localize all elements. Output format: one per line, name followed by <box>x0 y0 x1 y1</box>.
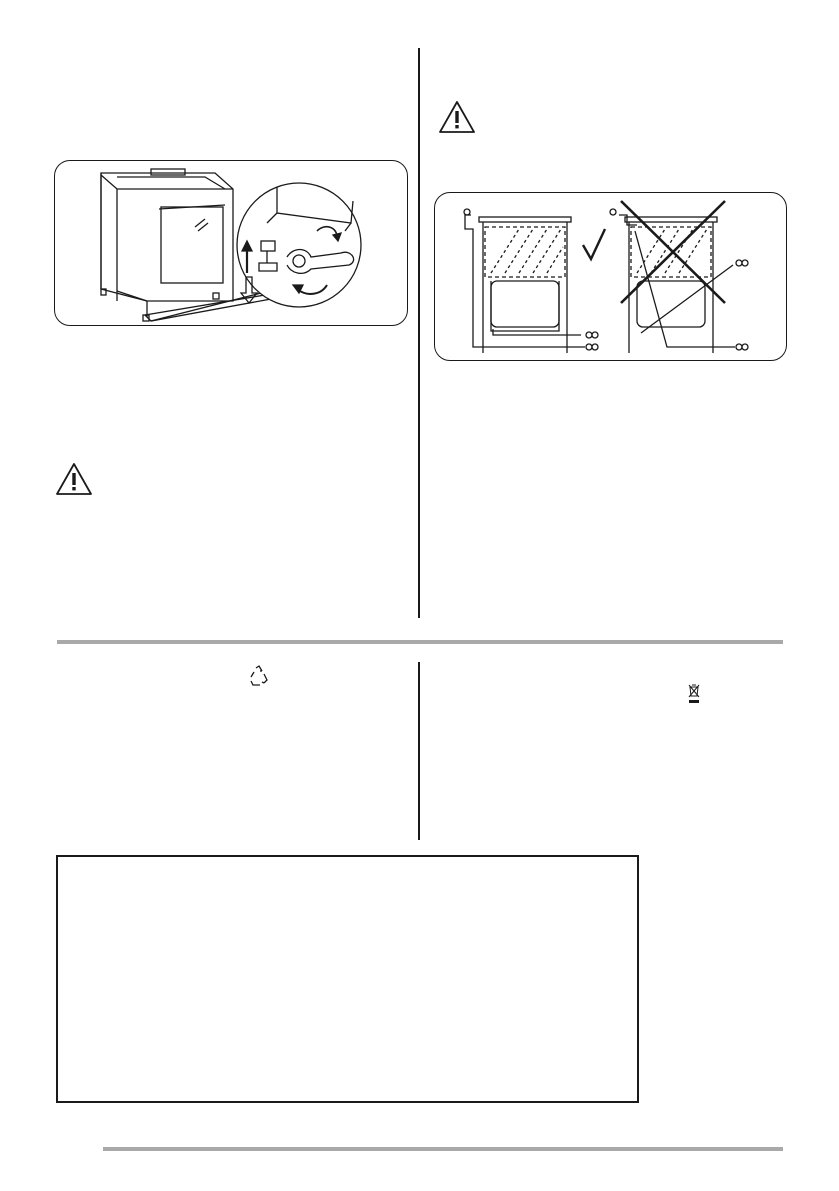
section-separator <box>57 640 783 644</box>
footer-separator <box>103 1147 783 1151</box>
warning-triangle-icon <box>438 100 476 134</box>
check-mark <box>583 229 605 259</box>
notice-box <box>56 855 639 1103</box>
crossed-out-bin-icon <box>687 683 701 705</box>
warning-triangle-icon <box>55 462 93 496</box>
cable-routing-figure <box>434 192 787 361</box>
cooker-levelling-illustration <box>55 161 407 325</box>
levelling-figure <box>54 160 408 326</box>
column-divider-bottom <box>418 662 420 840</box>
cable-routing-illustration <box>435 193 786 360</box>
recycle-icon <box>247 664 271 688</box>
column-divider-top <box>418 48 420 618</box>
